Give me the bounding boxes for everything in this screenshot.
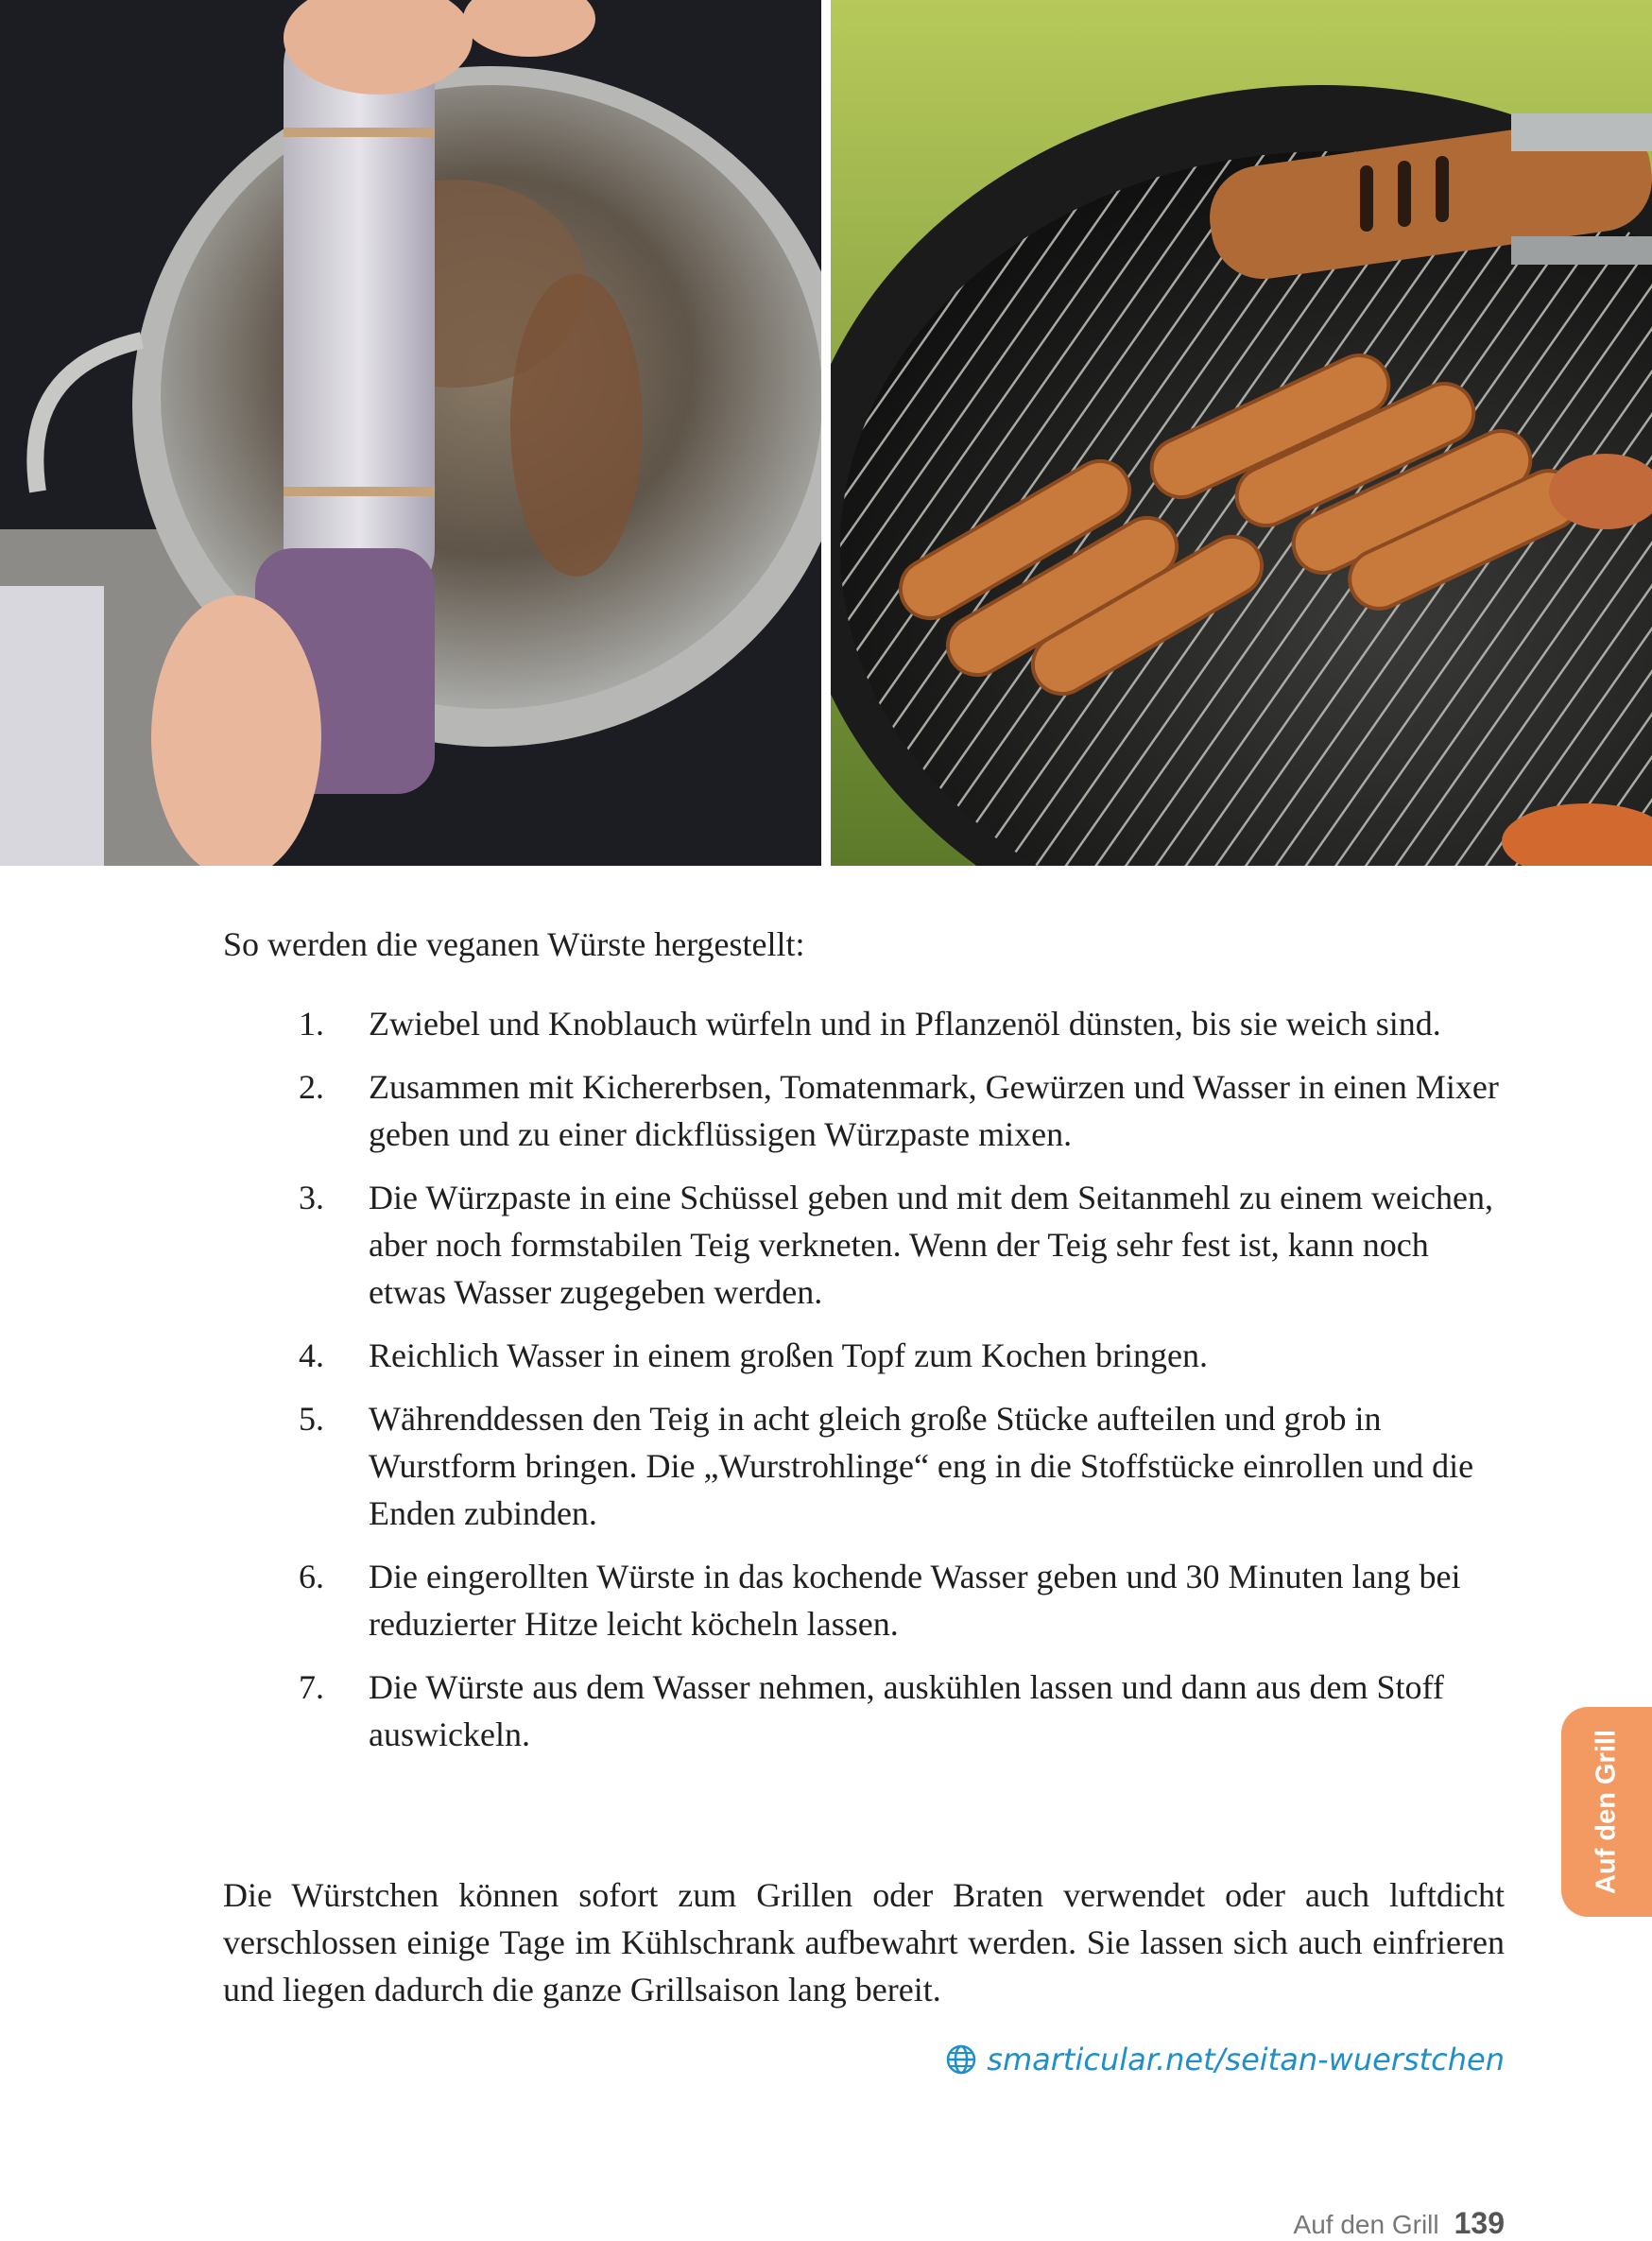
step-number: 6. xyxy=(299,1558,324,1595)
source-link-text: smarticular.net/seitan-wuerstchen xyxy=(987,2042,1505,2077)
footer-section-title: Auf den Grill xyxy=(1293,2210,1439,2239)
step-text: Zwiebel und Knoblauch würfeln und in Pflanzenöl dünsten, bis sie weich sind. xyxy=(369,1005,1441,1043)
photo-pot-wrapped-sausages xyxy=(0,0,821,866)
chapter-tab-label: Auf den Grill xyxy=(1591,1730,1622,1894)
list-item xyxy=(223,1063,1508,1158)
page-number: 139 xyxy=(1454,2206,1505,2240)
list-item xyxy=(223,1395,1508,1537)
intro-text: So werden die veganen Würste hergestellt: xyxy=(223,925,805,963)
list-item xyxy=(223,1332,1508,1379)
step-number: 7. xyxy=(299,1668,324,1706)
step-text: Die Würste aus dem Wasser nehmen, auskühlen lassen und dann aus dem Stoff auswickeln. xyxy=(369,1668,1444,1753)
chapter-tab xyxy=(1561,1707,1652,1917)
step-number: 3. xyxy=(299,1179,324,1216)
list-item xyxy=(223,1174,1508,1316)
step-text: Reichlich Wasser in einem großen Topf zum Kochen bringen. xyxy=(369,1336,1209,1374)
step-text: Währenddessen den Teig in acht gleich große Stücke aufteilen und grob in Wurstform bringen. Die „Wurstrohlinge“ eng in die Stoffstücke einrollen und die Enden zubinden. xyxy=(369,1400,1474,1532)
step-text: Die Würzpaste in eine Schüssel geben und mit dem Seitanmehl zu einem weichen, aber noch formstabilen Teig verkneten. Wenn der Teig sehr fest ist, kann noch etwas Wasser zugegeben werden. xyxy=(369,1179,1493,1311)
step-number: 2. xyxy=(299,1068,324,1106)
step-number: 1. xyxy=(299,1005,324,1043)
list-item xyxy=(223,1664,1508,1758)
source-link[interactable] xyxy=(945,2042,1505,2077)
globe-icon xyxy=(945,2043,977,2076)
step-text: Die eingerollten Würste in das kochende Wasser geben und 30 Minuten lang bei reduzierter Hitze leicht köcheln lassen. xyxy=(369,1558,1461,1643)
page-footer xyxy=(1294,2206,1505,2241)
steps-list xyxy=(223,1000,1508,1774)
step-text: Zusammen mit Kichererbsen, Tomatenmark, Gewürzen und Wasser in einen Mixer geben und zu einer dickflüssigen Würzpaste mixen. xyxy=(369,1068,1499,1153)
step-number: 5. xyxy=(299,1400,324,1438)
closing-paragraph: Die Würstchen können sofort zum Grillen oder Braten verwendet oder auch luftdicht verschlossen einige Tage im Kühlschrank aufbewahrt werden. Sie lassen sich auch einfrieren und liegen dadurch die ganze Grillsaison lang bereit. xyxy=(223,1876,1505,2008)
list-item xyxy=(223,1000,1508,1047)
list-item xyxy=(223,1553,1508,1647)
photo-grilled-sausages xyxy=(831,0,1652,866)
step-number: 4. xyxy=(299,1336,324,1374)
